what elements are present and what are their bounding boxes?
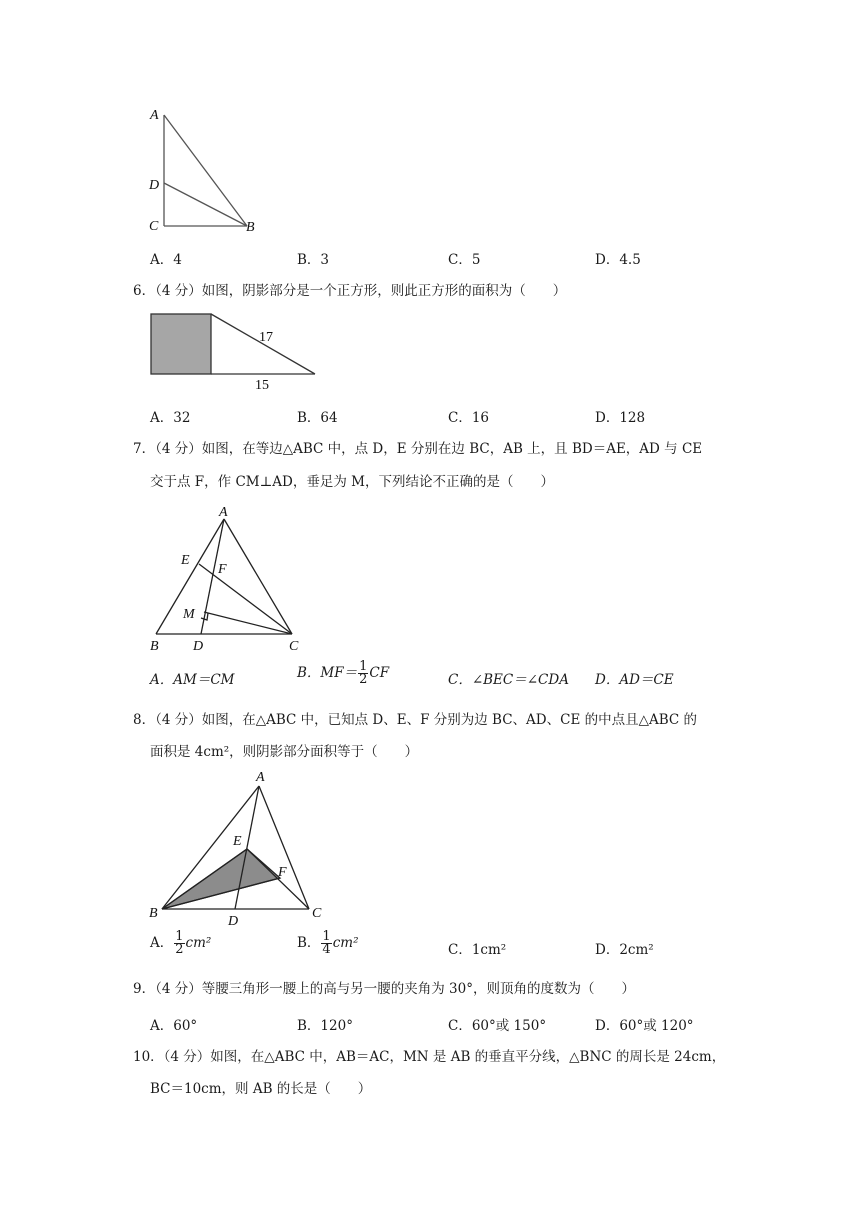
q8-stem-line2: 面积是 4cm²，则阴影部分面积等于（ ） [150, 744, 419, 760]
q8-option-a[interactable] [150, 931, 211, 956]
q7-option-b-num: 1 [359, 659, 368, 674]
q8-label-d: D [228, 914, 239, 929]
q8-option-a-num: 1 [175, 929, 184, 944]
q7-label-e: E [181, 553, 190, 568]
q5-label-c: C [149, 219, 159, 234]
q8-shaded-triangle [162, 849, 280, 909]
q8-option-a-unit: cm² [185, 935, 212, 951]
q7-label-d: D [193, 639, 204, 654]
q6-option-d[interactable]: D．128 [595, 410, 646, 426]
q5-option-b[interactable]: B．3 [297, 252, 330, 268]
q5-option-d[interactable]: D．4.5 [595, 252, 641, 268]
q8-option-a-den: 2 [175, 942, 184, 957]
q5-label-d: D [149, 178, 160, 193]
q5-label-b: B [246, 220, 255, 235]
q5-option-c[interactable]: C．5 [448, 252, 481, 268]
q10-stem-line1: 10．（4 分）如图，在△ABC 中，AB＝AC，MN 是 AB 的垂直平分线，△BNC 的周长是 24cm， [133, 1049, 726, 1065]
q8-option-b-prefix: B． [297, 935, 321, 951]
q8-option-c[interactable]: C．1cm² [448, 942, 507, 958]
q7-stem-line1: 7．（4 分）如图，在等边△ABC 中，点 D，E 分别在边 BC，AB 上，且 BD＝AE，AD 与 CE [133, 441, 703, 457]
q9-stem: 9．（4 分）等腰三角形一腰上的高与另一腰的夹角为 30°，则顶角的度数为（ ） [133, 981, 635, 997]
q8-label-f: F [278, 865, 287, 880]
q8-option-b-num: 1 [322, 929, 331, 944]
q6-label-17: 17 [259, 330, 273, 345]
q8-option-b-unit: cm² [332, 935, 359, 951]
q7-label-m: M [183, 607, 195, 622]
q7-label-c: C [289, 639, 299, 654]
q7-option-c[interactable]: C．∠BEC＝∠CDA [448, 672, 569, 688]
q7-option-a[interactable]: A．AM＝CM [150, 672, 235, 688]
q9-option-a[interactable]: A．60° [150, 1018, 198, 1034]
q8-label-a: A [256, 770, 265, 785]
q7-label-b: B [150, 639, 159, 654]
q8-option-b[interactable] [297, 931, 358, 956]
q7-option-b-den: 2 [359, 672, 368, 687]
q7-option-b-suffix: CF [369, 665, 390, 681]
q6-option-c[interactable]: C．16 [448, 410, 490, 426]
q7-label-a: A [219, 505, 228, 520]
q10-stem-line2: BC＝10cm，则 AB 的长是（ ） [150, 1081, 372, 1097]
q8-option-b-fraction [321, 931, 331, 956]
q8-label-c: C [312, 906, 322, 921]
q8-option-d[interactable]: D．2cm² [595, 942, 654, 958]
q6-stem: 6．（4 分）如图，阴影部分是一个正方形，则此正方形的面积为（ ） [133, 283, 567, 299]
q9-option-d[interactable]: D．60°或 120° [595, 1018, 694, 1034]
q8-label-b: B [149, 906, 158, 921]
q8-option-b-den: 4 [322, 942, 331, 957]
q7-option-b-prefix: B．MF＝ [297, 665, 358, 681]
q5-label-a: A [150, 108, 159, 123]
q8-option-a-fraction [174, 931, 184, 956]
q7-stem-line2: 交于点 F，作 CM⊥AD，垂足为 M，下列结论不正确的是（ ） [150, 474, 554, 490]
q5-option-a[interactable]: A．4 [150, 252, 182, 268]
q8-side-ac [259, 786, 309, 909]
q9-option-b[interactable]: B．120° [297, 1018, 353, 1034]
q6-label-15: 15 [255, 378, 269, 393]
q8-label-e: E [233, 834, 242, 849]
q6-option-b[interactable]: B．64 [297, 410, 338, 426]
q7-label-f: F [218, 562, 227, 577]
q8-stem-line1: 8．（4 分）如图，在△ABC 中，已知点 D、E、F 分别为边 BC、AD、CE 的中点且△ABC 的 [133, 712, 698, 728]
q7-option-d[interactable]: D．AD＝CE [595, 672, 674, 688]
q6-option-a[interactable]: A．32 [150, 410, 191, 426]
q8-option-a-prefix: A． [150, 935, 174, 951]
q9-option-c[interactable]: C．60°或 150° [448, 1018, 547, 1034]
